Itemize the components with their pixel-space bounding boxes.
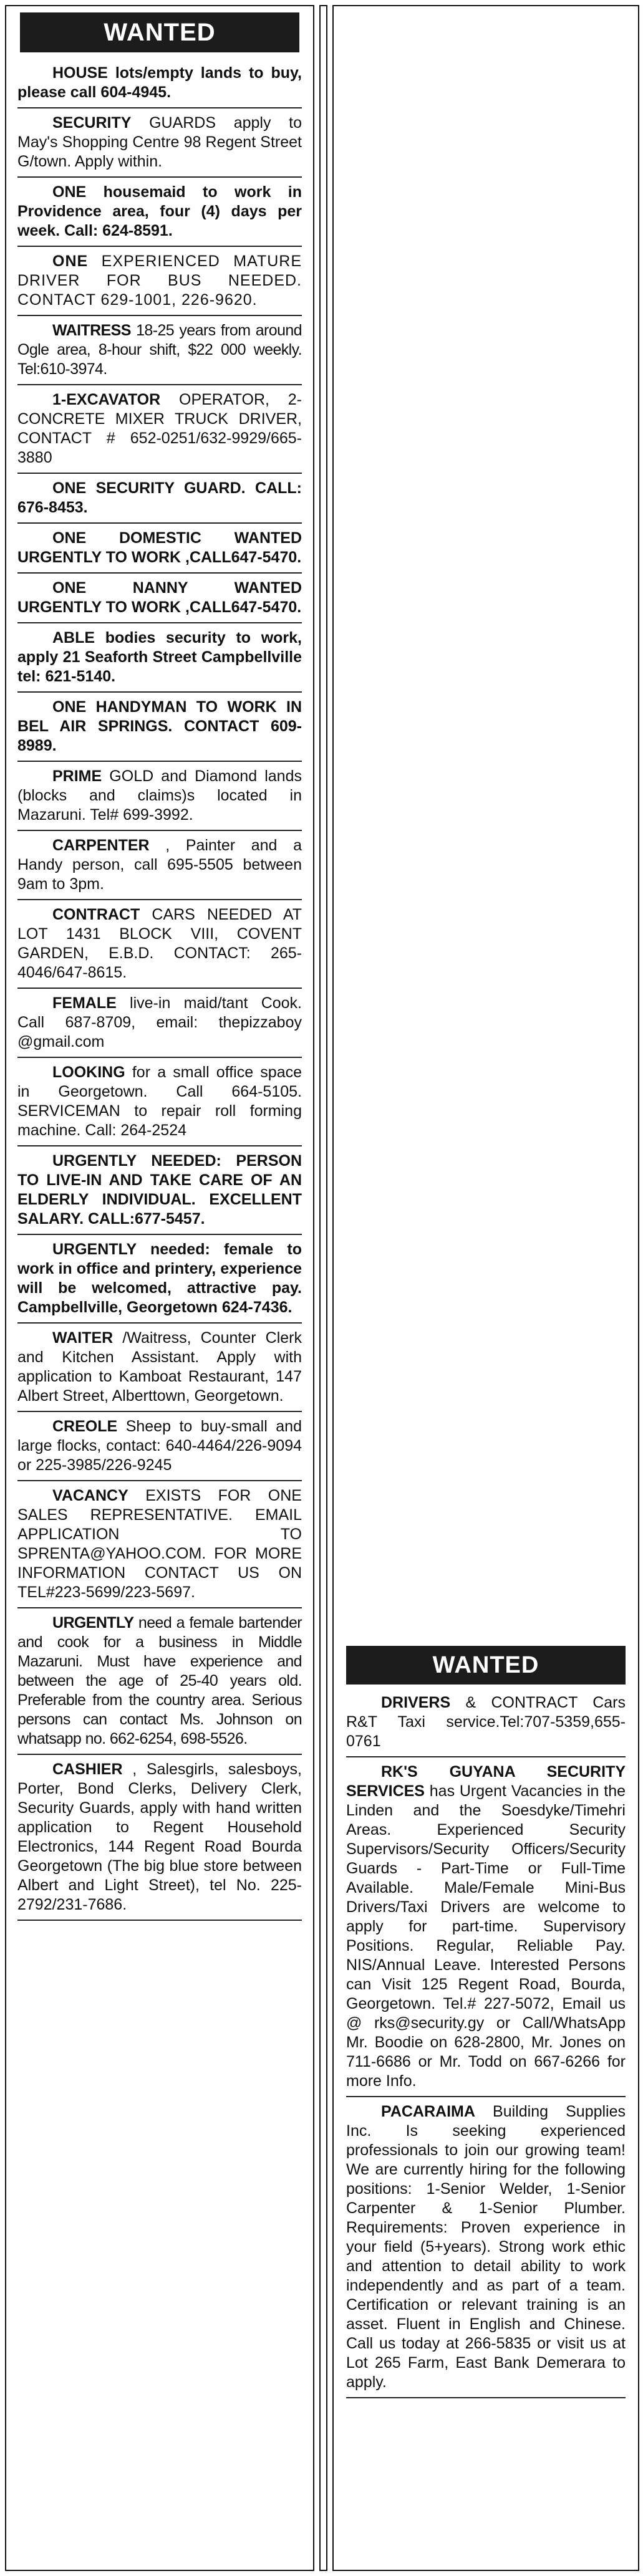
ad-lead: DRIVERS [381,1694,451,1711]
wanted-header: WANTED [20,12,299,52]
ad-body: GUARDS apply to May's Shopping Centre 98 Regent Street G/town. Apply within. [17,114,302,170]
ad-body: PERSON TO LIVE-IN AND TAKE CARE OF AN ELDERLY INDIVIDUAL. EXCELLENT SALARY. CALL:677-5457. [17,1152,302,1228]
ad-body: CARS NEEDED AT LOT 1431 BLOCK VIII, COVENT GARDEN, E.B.D. CONTACT: 265-4046/647-8615. [17,906,302,981]
ad-body: has Urgent Vacancies in the Linden and the Soesdyke/Timehri Areas. Experienced Security Supervisors/Security Officers/Security Guards - Part-Time or Full-Time Available. Male/Female Mini-Bus Drivers/Taxi Drivers are welcome to apply for part-time. Supervisory Positions. Regular, Reliable Pay. NIS/Annual Leave. Interested Persons can Visit 125 Regent Road, Bourda, Georgetown. Tel.# 227-5072, Email us @ rks@security.gy or Call/WhatsApp Mr. Boodie on 628-2800, Mr. Jones on 711-6686 or Mr. Todd on 667-6266 for more Info. [346,1782,626,2090]
ad-lead: VACANCY [52,1487,128,1504]
classified-ad [17,388,302,474]
ad-lead: CREOLE [52,1418,118,1435]
ad-body: EXISTS FOR ONE SALES REPRESENTATIVE. EMAIL APPLICATION TO SPRENTA@YAHOO.COM. FOR MORE INFORMATION CONTACT US ON TEL#223-5699/223-5697. [17,1487,302,1601]
ad-lead: PRIME [52,767,102,785]
ad-lead: ONE [52,479,87,497]
classified-ad [17,111,302,178]
ad-lead: URGENTLY needed: [52,1241,210,1258]
ad-body: EXPERIENCED MATURE DRIVER FOR BUS NEEDED. CONTACT 629-1001, 226-9620. [17,252,302,309]
classified-ad [17,319,302,385]
classified-ad [17,61,302,108]
ad-lead: URGENTLY [52,1614,134,1632]
left-ads-list [6,61,313,1921]
classified-ad [17,1415,302,1481]
ad-body: housemaid to work in Providence area, four (4) days per week. Call: 624-8591. [17,183,302,239]
classified-ad [17,991,302,1058]
ad-lead: WAITER [52,1329,114,1347]
right-column [332,5,639,2571]
ad-lead: CARPENTER [52,837,150,854]
ad-lead: ONE [52,579,87,597]
classified-ad [17,526,302,574]
right-ads-list [342,1691,629,2398]
ad-lead: HOUSE [52,64,108,82]
ad-lead: ONE [52,183,87,201]
ad-body: Building Supplies Inc. Is seeking experienced professionals to join our growing team! We are currently hiring for the following positions: 1-Senior Welder, 1-Senior Carpenter & 1-Senior Plumber. Requirements: Proven experience in your field (5+years). Strong work ethic and attention to detail ability to work independently and as part of a team. Certification or relevant training is an asset. Fluent in English and Chinese. Call us today at 266-5835 or visit us at Lot 265 Farm, East Bank Demerara to apply. [346,2103,626,2391]
ad-body: lots/empty lands to buy, please call 604-4945. [17,64,302,101]
classified-ad [346,1760,626,2097]
ad-body: HANDYMAN TO WORK IN BEL AIR SPRINGS. CONTACT 609-8989. [17,698,302,754]
ad-lead: WAITRESS [52,322,131,339]
ad-lead: LOOKING [52,1064,125,1081]
ad-lead: CONTRACT [52,906,140,923]
classified-ad [346,2100,626,2398]
ad-lead: SECURITY [52,114,132,132]
classified-ad [17,626,302,693]
classified-ad [17,249,302,316]
ad-body: bodies security to work, apply 21 Seaforth Street Campbellville tel: 621-5140. [17,629,302,685]
ad-body: female to work in office and printery, experience will be welcomed, attractive pay. Campbellville, Georgetown 624-7436. [17,1241,302,1316]
classified-ad [17,903,302,989]
classified-ad [17,180,302,247]
classified-ad [17,1326,302,1412]
ad-body: GOLD and Diamond lands (blocks and claims)s located in Mazaruni. Tel# 699-3992. [17,767,302,824]
ad-body: for a small office space in Georgetown. Call 664-5105. SERVICEMAN to repair roll forming machine. Call: 264-2524 [17,1064,302,1139]
ad-lead: ONE [52,252,89,270]
ad-lead: 1-EXCAVATOR [52,391,161,408]
classified-ad [17,764,302,831]
ad-lead: ONE [52,529,87,547]
right-wanted-block [342,1646,629,2401]
classified-ad [17,576,302,623]
ad-body: OPERATOR, 2- CONCRETE MIXER TRUCK DRIVER, CONTACT # 652-0251/632-9929/665-3880 [17,391,302,466]
left-column [5,5,314,2571]
ad-lead: FEMALE [52,994,117,1012]
ad-body: , Salesgirls, salesboys, Porter, Bond Clerks, Delivery Clerk, Security Guards, apply with hand written application to Regent Household Electronics, 144 Regent Road Bourda Georgetown (The big blue store between Albert and Light Street), tel No. 225-2792/231-7686. [17,1761,302,1913]
wanted-header-right: WANTED [346,1646,626,1684]
ad-body: live-in maid/tant Cook. Call 687-8709, email: thepizzaboy @gmail.com [17,994,302,1050]
classified-ad [17,695,302,762]
classified-ad [17,1484,302,1608]
ad-lead: ONE [52,698,87,716]
classified-ad [17,1149,302,1235]
classified-ad [17,834,302,900]
ad-body: /Waitress, Counter Clerk and Kitchen Assistant. Apply with application to Kamboat Restaurant, 147 Albert Street, Alberttown, Georgetown. [17,1329,302,1405]
classified-ad [17,1611,302,1755]
ad-lead: RK'S GUYANA SECURITY SERVICES [346,1763,626,1800]
classified-ad [17,1238,302,1324]
column-divider [319,5,327,2571]
classified-ad [17,1060,302,1146]
ad-body: DOMESTIC WANTED URGENTLY TO WORK ,CALL647-5470. [17,529,302,566]
ad-body: need a female bartender and cook for a business in Middle Mazaruni. Must have experience and between the age of 25-40 years old. Preferable from the country area. Serious persons can contact Ms. Johnson on whatsapp no. 662-6254, 698-5526. [17,1614,302,1747]
ad-lead: CASHIER [52,1761,123,1778]
classified-ad [17,476,302,524]
ad-body: , Painter and a Handy person, call 695-5505 between 9am to 3pm. [17,837,302,893]
ad-lead: ABLE [52,629,95,646]
ad-body: 18-25 years from around Ogle area, 8-hour shift, $22 000 weekly. Tel:610-3974. [17,322,302,378]
ad-body: & CONTRACT Cars R&T Taxi service.Tel:707-5359,655-0761 [346,1694,626,1750]
ad-lead: PACARAIMA [381,2103,475,2120]
classified-ad [17,1757,302,1921]
ad-body: Sheep to buy-small and large flocks, contact: 640-4464/226-9094 or 225-3985/226-9245 [17,1418,302,1474]
classified-ad [346,1691,626,1757]
ad-body: SECURITY GUARD. CALL: 676-8453. [17,479,302,516]
ad-lead: URGENTLY NEEDED: [52,1152,221,1170]
ad-body: NANNY WANTED URGENTLY TO WORK ,CALL647-5470. [17,579,302,616]
